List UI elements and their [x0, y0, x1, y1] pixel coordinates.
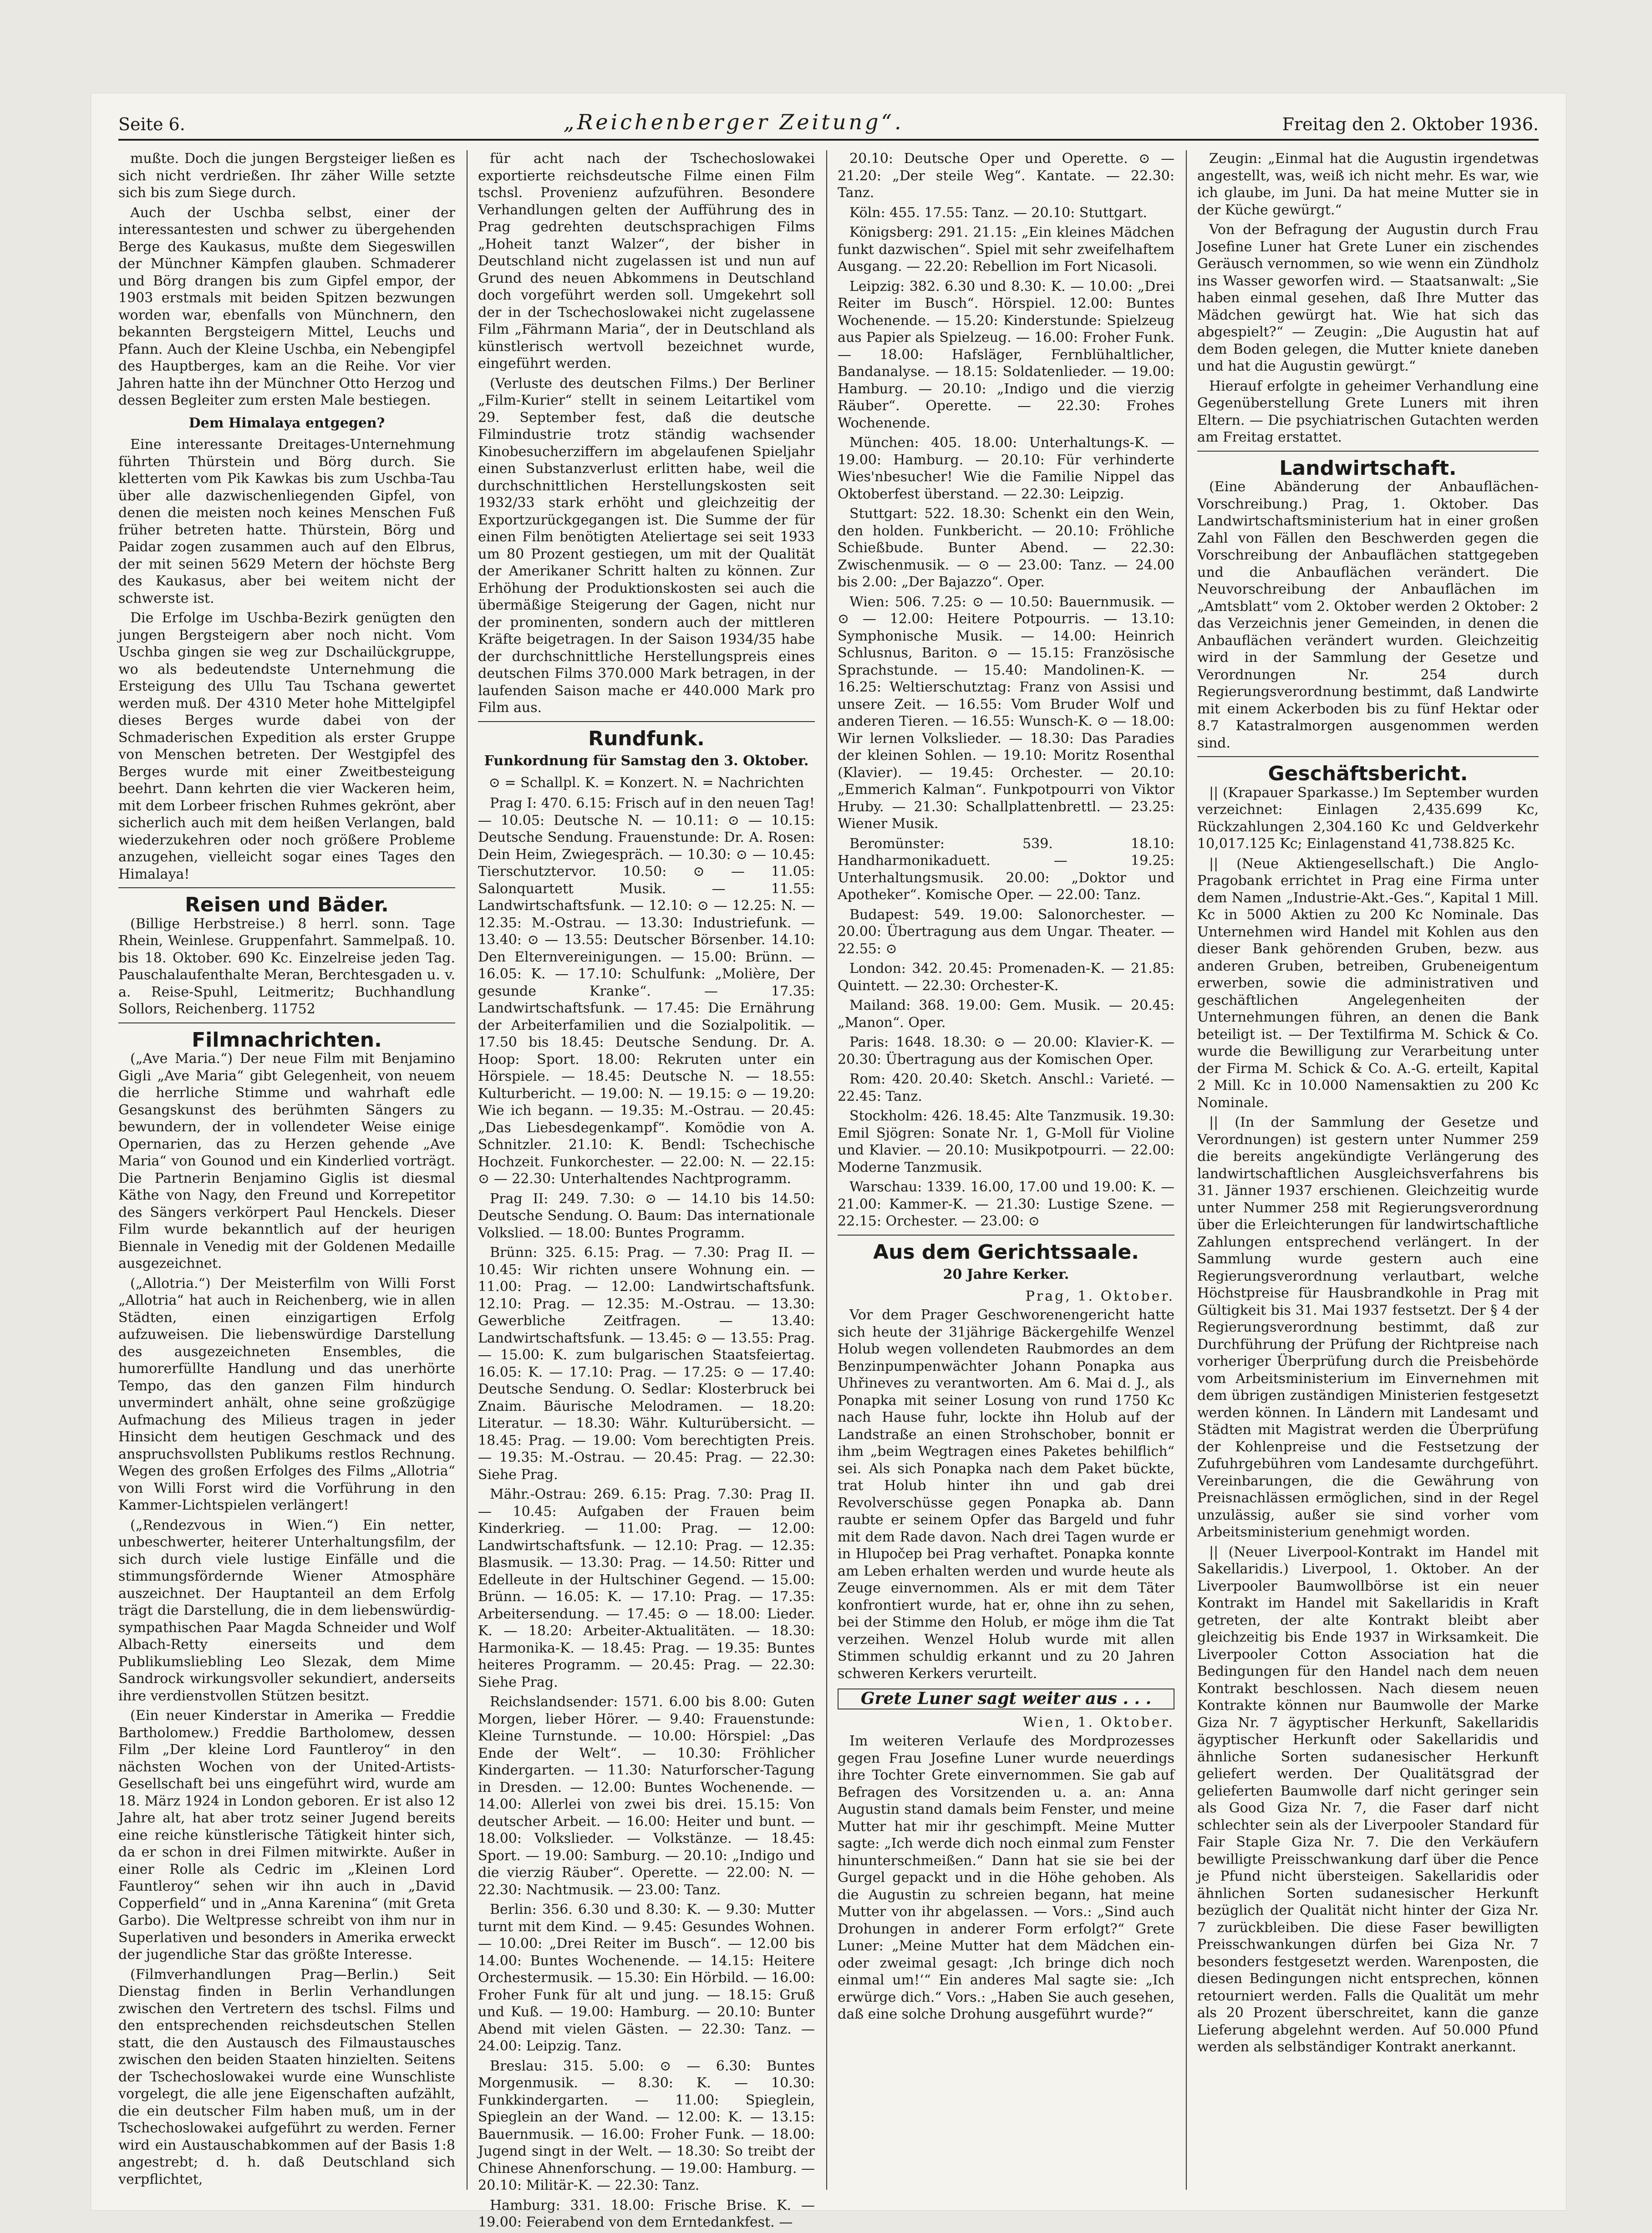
radio-listing: Beromünster: 539. 18.10: Handharmonikaduett. — 19.25: Unterhaltungsmusik. 20.00: „Doktor und Apotheker“. Komische Oper. — 22.00: Tanz.: [838, 835, 1174, 903]
column-3: [838, 150, 1174, 2190]
radio-listing: Brünn: 325. 6.15: Prag. — 7.30: Prag II. — 10.45: Wir richten unsere Wohnung ein. — 11.00: Prag. — 12.00: Landwirtschaftsfunk. 12.10: Prag. — 12.35: M.-Ostrau. — 13.30: Gewerbliche Zeitfragen. — 13.40: Landwirtschaftsfunk. — 13.45: ⊙ — 13.55: Prag. — 15.00: K. zum bulgarischen Staatsfeiertag. 16.05: K. — 17.10: Prag. — 17.25: ⊙ — 17.40: Deutsche Sendung. O. Sedlar: Klosterbruck bei Znaim. Bäurische Melodramen. — 18.20: Literatur. — 18.30: Währ. Kulturübersicht. — 18.45: Prag. — 19.00: Vom berechtigten Preis. — 19.35: M.-Ostrau. — 20.45: Prag. — 22.30: Siehe Prag.: [478, 1245, 815, 1483]
business-notice: || (Krapauer Sparkasse.) Im September wurden verzeichnet: Einlagen 2,435.699 Kc, Rückzahlungen 2,304.160 Kc und Geldverkehr 10,017.125 Kc; Einlagenstand 41,738.825 Kc.: [1197, 784, 1539, 852]
dateline: Wien, 1. Oktober.: [1023, 1714, 1174, 1730]
section-heading: Reisen und Bäder.: [185, 893, 389, 916]
article-paragraph: Auch der Uschba selbst, einer der interessantesten und schwer zu übergehenden Berge des Kaukasus, mußte dem Siegeswillen der Münchner Kämpfen glauben. Schmaderer und Börg drangen bis zum Gipfel empor, der 1903 erstmals mit beiden Spitzen bezwungen worden war, ebenfalls von Münchnern, den bekannten Bergsteigern Mittel, Leuchs und Pfann. Auch der Kleine Uschba, ein Nebengipfel des Hauptberges, kam an die Reihe. Vor vier Jahren hatte ihn der Münchner Otto Herzog und dessen Begleiter zum ersten Male bestiegen.: [118, 204, 455, 408]
section-heading: Geschäftsbericht.: [1268, 762, 1468, 785]
advertisement-notice: (Billige Herbstreise.) 8 herrl. sonn. Tage Rhein, Weinlese. Gruppenfahrt. Sammelpaß. 10. bis 18. Oktober. 690 Kc. Einzelreise jeden Tag. Pauschalaufenthalte Meran, Berchtesgaden u. v. a. Reise-Spuhl, Leitmeritz; Buchhandlung Sollors, Reichenberg. 11752: [118, 916, 455, 1017]
radio-listing: Reichslandsender: 1571. 6.00 bis 8.00: Guten Morgen, lieber Hörer. — 9.40: Frauenstunde: Kleine Turnstunde. — 10.00: Hörspiel: „Das Ende der Welt“. — 10.30: Fröhlicher Kindergarten. — 11.30: Naturforscher-Tagung in Dresden. — 12.00: Buntes Wochenende. — 14.00: Allerlei von zwei bis drei. 15.15: Von deutscher Arbeit. — 16.00: Heiter und bunt. — 18.00: Volkslieder. — Volkstänze. — 18.45: Sport. — 19.00: Samburg. — 20.10: „Indigo und die vierzig Räuber“. Operette. — 22.00: N. — 22.30: Nachtmusik. — 23.00: Tanz.: [478, 1694, 815, 1898]
subheading: 20 Jahre Kerker.: [943, 1267, 1069, 1282]
radio-listing: Wien: 506. 7.25: ⊙ — 10.50: Bauernmusik. — ⊙ — 12.00: Heitere Potpourris. — 13.10: Symphonische Musik. — 14.00: Heinrich Schlusnus, Bariton. ⊙ — 15.15: Französische Sprachstunde. — 15.40: Mandolinen-K. — 16.25: Weltierschutztag: Franz von Assisi und unsere Zeit. — 16.55: Vom Bruder Wolf und anderen Tieren. — 16.55: Wunsch-K. ⊙ — 18.00: Wir lernen Volkslieder. — 18.30: Das Paradies der kleinen Sohlen. — 19.10: Moritz Rosenthal (Klavier). — 19.45: Orchester. — 20.10: „Emmerich Kalman“. Funkpotpourri von Viktor Hruby. — 21.30: Schallplattenbrettl. — 23.25: Wiener Musik.: [838, 594, 1174, 832]
section-rule: [478, 721, 815, 722]
article-paragraph: (Eine Abänderung der Anbauflächen-Vorschreibung.) Prag, 1. Oktober. Das Landwirtschaftsministerium hat in einer großen Zahl von Fällen den Beschwerden gegen die Vorschreibung der Anbauflächen stattgegeben und die Anbauflächen verändert. Die Neuvorschreibung der Anbauflächen im „Amtsblatt“ vom 2. Oktober werden 2 Oktober: 2 das Verzeichnis jener Gemeinden, in denen die Anbauflächen verändert wurden. Gleichzeitig wird in der Sammlung der Gesetze und Verordnungen Nr. 254 durch Regierungsverordnung bestimmt, daß Landwirte mit einem Ackerboden bis zu fünf Hektar oder 8.7 Katastralmorgen ausgenommen werden sind.: [1197, 479, 1539, 751]
business-notice: || (Neue Aktiengesellschaft.) Die Anglo-Pragobank errichtet in Prag eine Firma unter dem Namen „Industrie-Akt.-Ges.“, Kapital 1 Mill. Kc in 5000 Aktien zu 200 Kc Nominale. Das Unternehmen wird Handel mit Kohlen aus den dieser Bank gehörenden Gruben, bezw. aus anderen Gruben, betreiben, Grubeneigentum erwerben, sowie die administrativen und geschäftlichen Angelegenheiten der Unternehmungen führen, an denen die Bank beteiligt ist. — Der Textilfirma M. Schick & Co. wurde die Bewilligung zur Verarbeitung unter der Firma M. Schick & Co. A.-G. erteilt, Kapital 2 Mill. Kc in 10.000 Namensaktien zu 200 Kc Nominale.: [1197, 855, 1539, 1111]
article-paragraph: Eine interessante Dreitages-Unternehmung führten Thürstein und Börg durch. Sie kletterten vom Pik Kawkas bis zum Uschba-Tau über alle dazwischenliegenden Gipfel, von denen die meisten noch keines Menschen Fuß früher betreten hatte. Thürstein, Börg und Paidar zogen zusammen auch auf den Elbrus, der mit seinen 5629 Metern der höchste Berg des Kaukasus, aber bei weitem nicht der schwerste ist.: [118, 437, 455, 606]
issue-date: Freitag den 2. Oktober 1936.: [1282, 114, 1539, 134]
subheading: Dem Himalaya entgegen?: [188, 415, 385, 431]
page-header: [118, 107, 1539, 134]
article-paragraph: („Allotria.“) Der Meisterfilm von Willi Forst „Allotria“ hat auch in Reichenberg, wie in allen Städten, einen einzigartigen Erfolg aufzuweisen. Die liebenswürdige Darstellung des ausgezeichneten Ensembles, die humorerfüllte Handlung und das unerhörte Tempo, das den ganzen Film hindurch unvermindert anhält, ohne seine großzügige Aufmachung des Milieus tragen in jeder Hinsicht dem heutigen Geschmack und des anspruchsvollsten Publikums restlos Rechnung. Wegen des großen Erfolges des Films „Allotria“ von Willi Forst wird die Vorführung in den Kammer-Lichtspielen verlängert!: [118, 1275, 455, 1513]
column-divider: [826, 150, 827, 2190]
column-4: [1197, 150, 1539, 2190]
business-notice: || (Neuer Liverpool-Kontrakt im Handel mit Sakellaridis.) Liverpool, 1. Oktober. An der Liverpooler Baumwollbörse ist ein neuer Kontrakt im Handel mit Sakellaridis in Kraft getreten, der alte Kontrakt bleibt aber gleichzeitig bis Ende 1937 in Wirksamkeit. Die Liverpooler Cotton Association hat die Bedingungen für den Handel nach dem neuen Kontrakt beschlossen. Nach diesem neuen Kontrakte können nur Baumwolle der Marke Giza Nr. 7 ägyptischer Herkunft, Sakellaridis ägyptischer Herkunft oder Sakellaridis und ähnliche Sorten sudanesischer Herkunft geliefert werden. Der Qualitätsgrad der gelieferten Baumwolle darf nicht geringer sein als Good Giza Nr. 7, die Faser darf nicht schlechter sein als der Liverpooler Standard für Fair Staple Giza Nr. 7. Die den Verkäufern bewilligte Preisschwankung darf über die Pence je Pfund nicht übersteigen. Sakellaridis oder ähnlichen Sorten sudanesischer Herkunft bezüglich der Qualität nicht hinter der Giza Nr. 7 zurückbleiben. Die diese Faser bewilligten Preisschwankungen dürfen bei Giza Nr. 7 besonders festgesetzt werden. Warenposten, die diesen Bedingungen nicht entsprechen, können retourniert werden. Falls die Qualität um mehr als 20 Prozent überschreitet, kann die ganze Lieferung abgelehnt werden. Auf 50.000 Pfund werden als selbständiger Kontrakt anerkannt.: [1197, 1544, 1539, 2055]
article-paragraph: (Ein neuer Kinderstar in Amerika — Freddie Bartholomew.) Freddie Bartholomew, dessen Film „Der kleine Lord Fauntleroy“ in den nächsten Wochen von der United-Artists-Gesellschaft bei uns eingeführt wird, wurde am 18. März 1924 in London geboren. Er ist also 12 Jahre alt, hat aber trotz seiner Jugend bereits eine reiche künstlerische Tätigkeit hinter sich, da er schon in drei Filmen mitwirkte. Außer in einer Rolle als Cedric im „Kleinen Lord Fauntleroy“ sehen wir ihn auch in „David Copperfield“ und in „Anna Karenina“ (mit Greta Garbo). Die Weltpresse schreibt von ihm nur in Superlativen und besonders in Amerika erweckt der jugendliche Star das größte Interesse.: [118, 1708, 455, 1963]
column-1: [118, 150, 455, 2190]
section-heading: Landwirtschaft.: [1279, 456, 1457, 480]
header-rule: [118, 139, 1539, 141]
section-heading: Aus dem Gerichtssaale.: [873, 1240, 1139, 1264]
article-paragraph: Zeugin: „Einmal hat die Augustin irgendetwas angestellt, was, weiß ich nicht mehr. Es war, wie ich glaube, im Juni. Da hat meine Mutter sie in der Küche gewürgt.“: [1197, 151, 1539, 218]
radio-listing: Berlin: 356. 6.30 und 8.30: K. — 9.30: Mutter turnt mit dem Kind. — 9.45: Gesundes Wohnen. — 10.00: „Drei Reiter im Busch“. — 12.00 bis 14.00: Buntes Wochenende. — 14.15: Heitere Orchestermusik. — 15.30: Ein Hörbild. — 16.00: Froher Funk für alt und jung. — 18.15: Gruß und Kuß. — 19.00: Hamburg. — 20.10: Bunter Abend mit vielen Gästen. — 22.30: Tanz. — 24.00: Leipzig. Tanz.: [478, 1902, 815, 2054]
dateline: Prag, 1. Oktober.: [1025, 1288, 1174, 1304]
article-paragraph: für acht nach der Tschechoslowakei exportierte reichsdeutsche Filme einen Film tschsl. Provenienz aufzuführen. Besondere Verhandlungen gelten der Aufführung des in Prag gedrehten deutschsprachigen Films „Hoheit tanzt Walzer“, der bisher in Deutschland nicht zugelassen ist und nun auf Grund des neuen Abkommens in Deutschland doch vorgeführt werden soll. Umgekehrt soll der in der Tschechoslowakei nicht zugelassene Film „Fährmann Maria“, der in Deutschland als künstlerisch wertvoll bezeichnet wurde, eingeführt werden.: [478, 151, 815, 371]
page-number: Seite 6.: [118, 114, 185, 134]
newspaper-page: [91, 93, 1566, 2230]
article-paragraph: mußte. Doch die jungen Bergsteiger ließen es sich nicht verdrießen. Ihr zäher Wille setzte sich bis zum Siege durch.: [118, 151, 455, 201]
section-rule: [118, 1022, 455, 1023]
section-rule: [838, 1235, 1174, 1236]
radio-legend: ⊙ = Schallpl. K. = Konzert. N. = Nachrichten: [488, 774, 804, 791]
radio-listing: Mailand: 368. 19.00: Gem. Musik. — 20.45: „Manon“. Oper.: [838, 997, 1174, 1031]
radio-listing: Paris: 1648. 18.30: ⊙ — 20.00: Klavier-K. — 20.30: Übertragung aus der Komischen Oper.: [838, 1034, 1174, 1068]
radio-listing: Prag II: 249. 7.30: ⊙ — 14.10 bis 14.50: Deutsche Sendung. O. Baum: Das internationale Volkslied. — 18.00: Buntes Programm.: [478, 1190, 815, 1241]
columns: [118, 150, 1539, 2230]
column-divider: [1186, 150, 1187, 2190]
radio-listing: Rom: 420. 20.40: Sketch. Anschl.: Varieté. — 22.45: Tanz.: [838, 1071, 1174, 1104]
article-paragraph: („Ave Maria.“) Der neue Film mit Benjamino Gigli „Ave Maria“ gibt Gelegenheit, von neuem die herrliche Stimme und wahrhaft edle Gesangskunst des berühmten Sängers zu bewundern, der in vollendeter Weise einige Opernarien, das zu Herzen gehende „Ave Maria“ von Gounod und ein Kinderlied vorträgt. Die Partnerin Benjamino Giglis ist diesmal Käthe von Nagy, den Freund und Korrepetitor des Sängers verkörpert Paul Henckels. Dieser Film wurde bekanntlich auf der heurigen Biennale in Venedig mit der Goldenen Medaille ausgezeichnet.: [118, 1051, 455, 1272]
radio-listing: Budapest: 549. 19.00: Salonorchester. — 20.00: Übertragung aus dem Ungar. Theater. — 22.55: ⊙: [838, 906, 1174, 957]
radio-listing: Stockholm: 426. 18.45: Alte Tanzmusik. 19.30: Emil Sjögren: Sonate Nr. 1, G-Moll für Violine und Klavier. — 20.10: Musikpotpourri. — 22.00: Moderne Tanzmusik.: [838, 1108, 1174, 1175]
radio-listing: 20.10: Deutsche Oper und Operette. ⊙ — 21.20: „Der steile Weg“. Kantate. — 22.30: Tanz.: [838, 151, 1174, 201]
newspaper-title: „Reichenberger Zeitung“.: [563, 110, 904, 134]
business-notice: || (In der Sammlung der Gesetze und Verordnungen) ist gestern unter Nummer 259 die bereits angekündigte Verlängerung des landwirtschaftlichen Ausgleichsverfahrens bis 31. Jänner 1937 erschienen. Gleichzeitig wurde unter Nummer 258 mit Regierungsverordnung über die Erleichterungen für landwirtschaftliche Zahlungen entsprechend verlängert. In der Sammlung wurde gestern auch eine Regierungsverordnung verlautbart, welche Höchstpreise für Hausbrandkohle in Prag mit Gültigkeit bis 31. Mai 1937 festsetzt. Der § 4 der Regierungsverordnung bestimmt, daß zur Durchführung der Prüfung der Richtpreise nach vorheriger Überprüfung durch die Preisbehörde vom Arbeitsministerium im Einvernehmen mit dem übrigen zuständigen Ministerien festgesetzt werden können. In Ländern mit Landesamt und Städten mit Magistrat werden die Überprüfung der Kohlenpreise und die Festsetzung der Zufuhrgebühren vom Landesamte durchgeführt. Vereinbarungen, die die Gewährung von Preisnachlässen ermöglichen, sind in der Regel unzulässig, außer sie sind vorher vom Arbeitsministerium genehmigt worden.: [1197, 1114, 1539, 1540]
radio-listing: Königsberg: 291. 21.15: „Ein kleines Mädchen funkt dazwischen“. Spiel mit sehr zweifelhaftem Ausgang. — 22.20: Rebellion im Fort Nicasoli.: [838, 224, 1174, 275]
article-paragraph: (Filmverhandlungen Prag—Berlin.) Seit Dienstag finden in Berlin Verhandlungen zwischen den Vertretern des tschsl. Films und den entsprechenden reichsdeutschen Stellen statt, die den Austausch des Filmaustausches zwischen den beiden Staaten hinzielten. Seitens der Tschechoslowakei wurde eine Wunschliste vorgelegt, die alle jene Eigenschaften aufzählt, die ein deutscher Film haben muß, um in der Tschechoslowakei aufgeführt zu werden. Ferner wird ein Austauschabkommen auf der Basis 1:8 angestrebt; d. h. daß Deutschland sich verpflichtet,: [118, 1966, 455, 2187]
article-paragraph: Vor dem Prager Geschworenengericht hatte sich heute der 31jährige Bäckergehilfe Wenzel Holub wegen vollendeten Raubmordes an dem Benzinpumpenwächter Johann Ponapka aus Uhřineves zu verantworten. Am 6. Mai d. J., als Ponapka mit seiner Losung von rund 1750 Kc nach Hause fuhr, lockte ihn Holub auf der Landstraße an einen Strohschober, bonnit er ihm „beim Wegtragen eines Paketes behilflich“ sei. Als sich Ponapka nach dem Paket bückte, trat Holub hinter ihn und gab drei Revolverschüsse gegen Ponapka ab. Dann raubte er seinem Opfer das Bargeld und fuhr mit dem Rade davon. Nach drei Tagen wurde er in Hlupočep bei Prag verhaftet. Ponapka konnte am Leben erhalten werden und wurde heute als Zeuge einvernommen. Als er mit dem Täter konfrontiert wurde, hat er, ohne ihn zu sehen, bei der Stimme den Holub, er möge ihm die Tat verzeihen. Wenzel Holub wurde mit allen Stimmen schuldig erkannt und zu 20 Jahren schweren Kerkers verurteilt.: [838, 1307, 1174, 1682]
boxed-headline: Grete Luner sagt weiter aus . . .: [838, 1689, 1174, 1709]
radio-listing: Köln: 455. 17.55: Tanz. — 20.10: Stuttgart.: [849, 204, 1147, 221]
radio-listing: London: 342. 20.45: Promenaden-K. — 21.85: Quintett. — 22.30: Orchester-K.: [838, 961, 1174, 994]
article-paragraph: Von der Befragung der Augustin durch Frau Josefine Luner hat Grete Luner ein zischendes Geräusch vernommen, so wie wenn ein Zündholz ins Wasser geworfen wird. — Staatsanwalt: „Sie haben einmal gesehen, daß Ihre Mutter das Mädchen gewürgt hat. Wie hat sich das abgespielt?“ — Zeugin: „Die Augustin hat auf dem Boden gelegen, die Mutter kniete daneben und hat die Augustin gewürgt.“: [1197, 222, 1539, 374]
article-paragraph: („Rendezvous in Wien.“) Ein netter, unbeschwerter, heiterer Unterhaltungsfilm, der sich durch viele lustige Einfälle und die stimmungsfördernde Wiener Atmosphäre auszeichnet. Der Hauptanteil an dem Erfolg trägt die Darstellung, die in dem liebenswürdig-sympathischen Paar Magda Schneider und Wolf Albach-Retty einerseits und dem Publikumsliebling Leo Slezak, dem Mime Sandrock wirkungsvoller sekundiert, anderseits ihre verdienstvollen Stützen besitzt.: [118, 1517, 455, 1704]
radio-listing: München: 405. 18.00: Unterhaltungs-K. — 19.00: Hamburg. — 20.10: Für verhinderte Wies'nbesucher! Wie die Familie Nippel das Oktoberfest überstand. — 22.30: Leipzig.: [838, 435, 1174, 502]
section-rule: [118, 887, 455, 888]
radio-listing: Warschau: 1339. 16.00, 17.00 und 19.00: K. — 21.00: Kammer-K. — 21.30: Lustige Szene. — 22.15: Orchester. — 23.00: ⊙: [838, 1179, 1174, 1229]
section-rule: [1197, 451, 1539, 452]
column-2: [478, 150, 815, 2230]
radio-listing: Breslau: 315. 5.00: ⊙ — 6.30: Buntes Morgenmusik. — 8.30: K. — 10.30: Funkkindergarten. — 11.00: Spieglein, Spieglein an der Wand. — 12.00: K. — 13.15: Bauernmusik. — 16.00: Froher Funk. — 18.00: Jugend singt in der Welt. — 18.30: So treibt der Chinese Ahnenforschung. — 19.00: Hamburg. — 20.10: Militär-K. — 22.30: Tanz.: [478, 2058, 815, 2193]
section-heading: Rundfunk.: [588, 727, 705, 750]
section-heading: Filmnachrichten.: [192, 1028, 382, 1052]
article-paragraph: Im weiteren Verlaufe des Mordprozesses gegen Frau Josefine Luner wurde neuerdings ihre Tochter Grete einvernommen. Sie gab auf Befragen des Vorsitzenden u. a. an: Anna Augustin stand damals beim Fenster, und meine Mutter hat mir ihr geschimpft. Meine Mutter sagte: „Ich werde dich noch einmal zum Fenster hinunterschmeißen.“ Dann hat sie sie bei der Gurgel gepackt und in die Höhe gehoben. Als die Augustin zu schreien begann, hat meine Mutter von ihr abgelassen. — Vors.: „Sind auch Drohungen in anderer Form erfolgt?“ Grete Luner: „Meine Mutter hat dem Mädchen ein- oder zweimal gesagt: ‚Ich bringe dich noch einmal um!‘“ Ein anderes Mal sagte sie: „Ich erwürge dich.“ Vors.: „Haben Sie auch gesehen, daß eine solche Drohung ausgeführt wurde?“: [838, 1733, 1174, 2022]
article-paragraph: Die Erfolge im Uschba-Bezirk genügten den jungen Bergsteigern aber noch nicht. Vom Uschba gingen sie weg zur Dschailückgruppe, wo als bedeutendste Unternehmung die Ersteigung des Ullu Tau Tschana gewertet werden muß. Der 4310 Meter hohe Mittelgipfel dieses Berges wurde dabei von der Schmaderischen Expedition als erster Gruppe von Menschen betreten. Der Westgipfel des Berges wurde mit einer Zweitbesteigung beehrt. Dann kehrten die vier Wackeren heim, mit dem Lorbeer frischen Ruhmes gekrönt, aber sicherlich auch mit dem heißen Verlangen, bald wiederzukehren oder noch größere Probleme anzugehen, vielleicht sogar eines Tages den Himalaya!: [118, 610, 455, 882]
radio-listing: Hamburg: 331. 18.00: Frische Brise. K. — 19.00: Feierabend von dem Erntedankfest. —: [478, 2197, 815, 2230]
subheading: Funkordnung für Samstag den 3. Oktober.: [484, 753, 809, 769]
article-paragraph: Hierauf erfolgte in geheimer Verhandlung eine Gegenüberstellung Grete Luners mit ihren Eltern. — Die psychiatrischen Gutachten werden am Freitag erstattet.: [1197, 378, 1539, 445]
radio-listing: Prag I: 470. 6.15: Frisch auf in den neuen Tag! — 10.05: Deutsche N. — 10.11: ⊙ — 10.15: Deutsche Sendung. Frauenstunde: Dr. A. Rosen: Dein Heim, Zwiegespräch. — 10.30: ⊙ — 10.45: Tierschutztervor. 10.50: ⊙ — 11.05: Salonquartett Musik. — 11.55: Landwirtschaftsfunk. — 12.10: ⊙ — 12.25: N. — 12.35: M.-Ostrau. — 13.30: Industriefunk. — 13.40: ⊙ — 13.55: Deutscher Börsenber. 14.10: Den Elternvereinigungen. — 15.00: Brünn. — 16.05: K. — 17.10: Schulfunk: „Molière, Der gesunde Kranke“. — 17.35: Landwirtschaftsfunk. — 17.45: Die Ernährung der Arbeiterfamilien und die Sozialpolitik. — 17.50 bis 18.45: Deutsche Sendung. Dr. A. Hoop: Sport. 18.00: Rekruten unter ein Hörspiele. — 18.45: Deutsche N. — 18.55: Kulturbericht. — 19.00: N. — 19.15: ⊙ — 19.20: Wie ich begann. — 19.35: M.-Ostrau. — 20.45: „Das Liebesdegenkampf“. Komödie von A. Schnitzler. 21.10: K. Bendl: Tschechische Hochzeit. Funkorchester. — 22.00: N. — 22.15: ⊙ — 22.30: Unterhaltendes Nachtprogramm.: [478, 795, 815, 1187]
radio-listing: Stuttgart: 522. 18.30: Schenkt ein den Wein, den holden. Funkbericht. — 20.10: Fröhliche Schießbude. Bunter Abend. — 22.30: Zwischenmusik. — ⊙ — 23.00: Tanz. — 24.00 bis 2.00: „Der Bajazzo“. Oper.: [838, 506, 1174, 590]
radio-listing: Mähr.-Ostrau: 269. 6.15: Prag. 7.30: Prag II. — 10.45: Aufgaben der Frauen beim Kinderkrieg. — 11.00: Prag. — 12.00: Landwirtschaftsfunk. — 12.10: Prag. — 12.35: Blasmusik. — 13.30: Prag. — 14.50: Ritter und Edelleute in der Hultschiner Gegend. — 15.00: Brünn. — 16.05: K. — 17.10: Prag. — 17.35: Arbeitersendung. — 17.45: ⊙ — 18.00: Lieder. K. — 18.20: Arbeiter-Aktualitäten. — 18.30: Harmonika-K. — 18.45: Prag. — 19.35: Buntes heiteres Programm. — 20.45: Prag. — 22.30: Siehe Prag.: [478, 1486, 815, 1690]
column-divider: [467, 150, 468, 2190]
radio-listing: Leipzig: 382. 6.30 und 8.30: K. — 10.00: „Drei Reiter im Busch“. Hörspiel. 12.00: Buntes Wochenende. — 15.20: Kinderstunde: Spielzeug aus Papier als Spielzeug. — 16.00: Froher Funk. — 18.00: Hafsläger, Fernblühaltlicher, Bandanalyse. — 18.15: Soldatenlieder. — 19.00: Hamburg. — 20.10: „Indigo und die vierzig Räuber“. Operette. — 22.30: Frohes Wochenende.: [838, 278, 1174, 431]
article-paragraph: (Verluste des deutschen Films.) Der Berliner „Film-Kurier“ stellt in seinem Leitartikel vom 29. September fest, daß die deutsche Filmindustrie trotz ständig wachsender Kinobesucherziffern im abgelaufenen Spieljahr einen Substanzverlust erlitten habe, weil die durchschnittlichen Herstellungskosten seit 1932/33 stark erhöht und gleichzeitig der Exportzurückgegangen ist. Die Summe der für einen Film benötigten Ateliertage sei seit 1933 um 80 Prozent gestiegen, um mit der Qualität der Amerikaner Schritt halten zu können. Zur Erhöhung der Produktionskosten sei auch die übermäßige Steigerung der Gagen, nicht nur der prominenten, sondern auch der mittleren Kräfte beigetragen. In der Saison 1934/35 habe der durchschnittliche Herstellungspreis eines deutschen Films 370.000 Mark betragen, in der laufenden Saison mache er 440.000 Mark pro Film aus.: [478, 375, 815, 716]
section-rule: [1197, 756, 1539, 757]
